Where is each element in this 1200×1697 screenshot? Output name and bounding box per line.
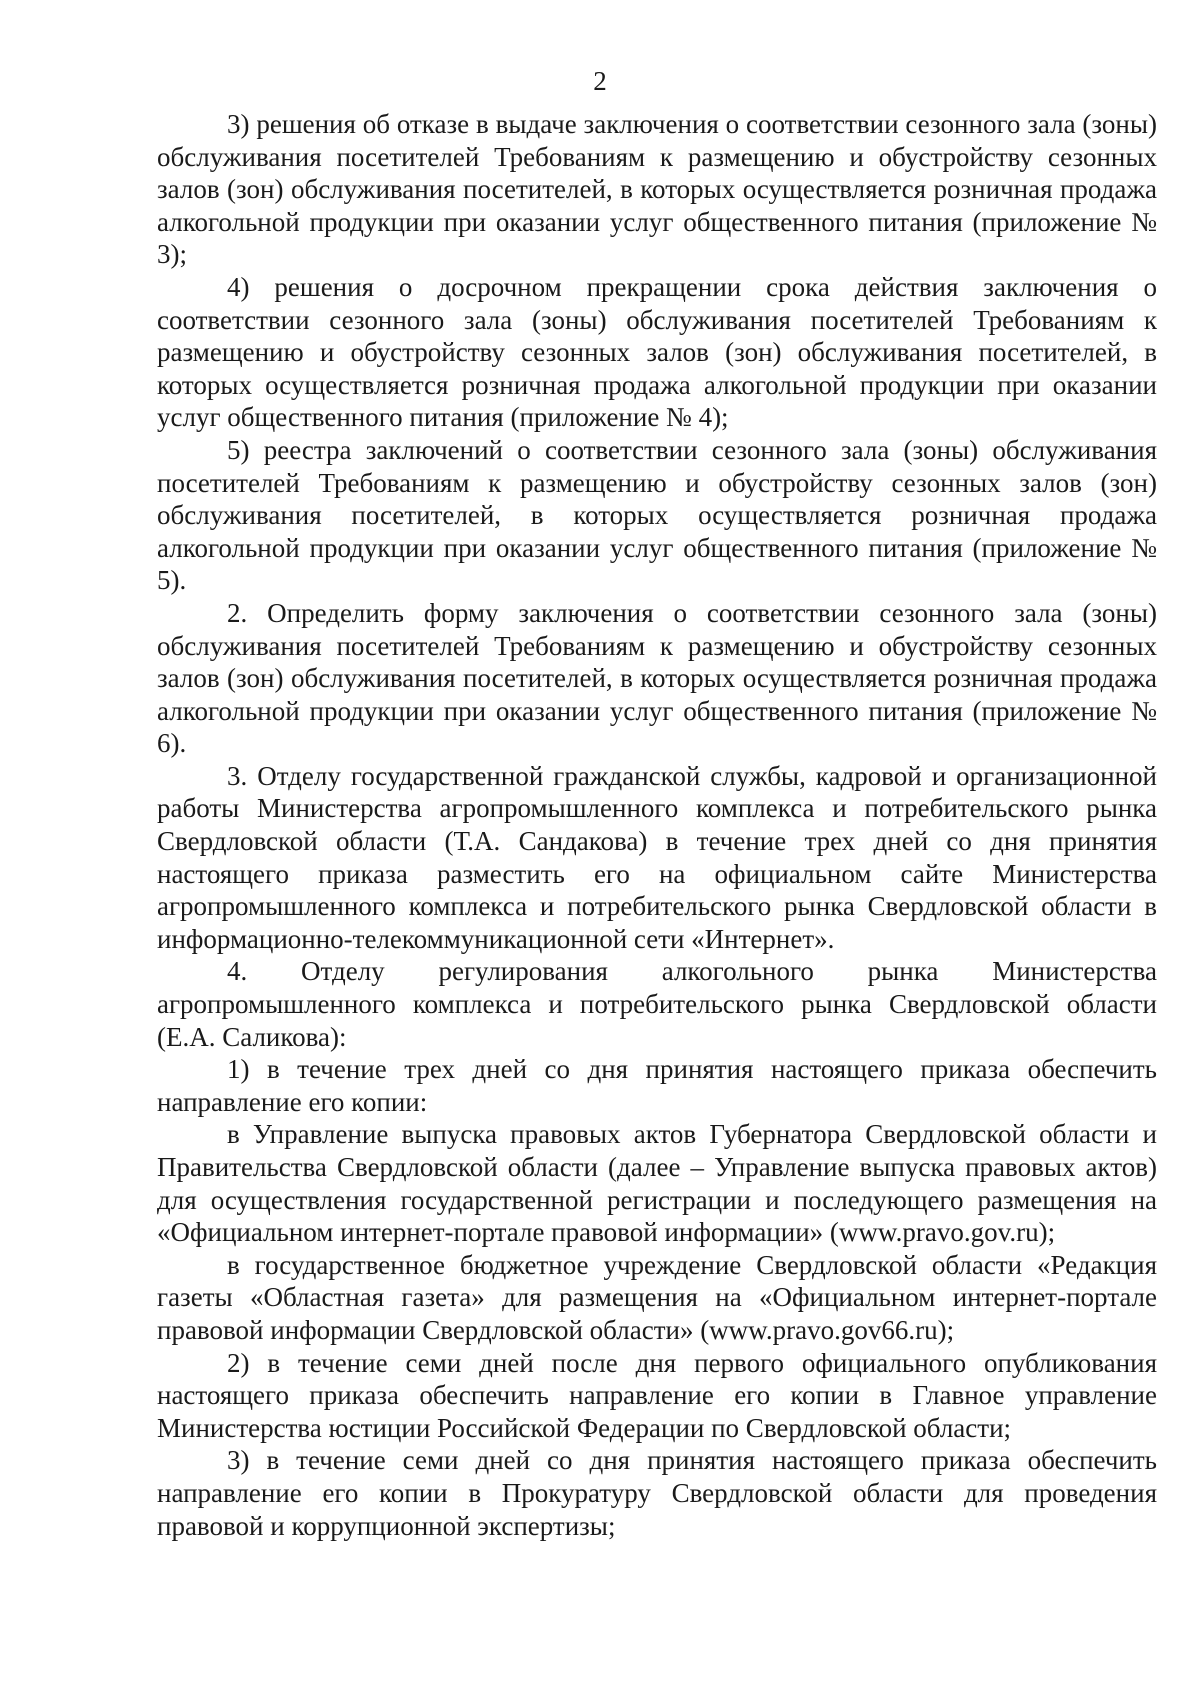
paragraph-clause-2-conclusion-form: 2. Определить форму заключения о соответствии сезонного зала (зоны) обслуживания посетителей Требованиям к размещению и обустройству сезонных залов (зон) обслуживания посетителей, в которых осуществляется розничная продажа алкогольной продукции при оказании услуг общественного питания (приложение № 6).: [157, 597, 1157, 759]
paragraph-clause-3-hr-department: 3. Отделу государственной гражданской службы, кадровой и организационной работы Министерства агропромышленного комплекса и потребительского рынка Свердловской области (Т.А. Сандакова) в течение трех дней со дня принятия настоящего приказа разместить его на официальном сайте Министерства агропромышленного комплекса и потребительского рынка Свердловской области в информационно-телекоммуникационной сети «Интернет».: [157, 760, 1157, 954]
paragraph-subitem-1-send-copies: 1) в течение трех дней со дня принятия настоящего приказа обеспечить направление его копии:: [157, 1054, 1157, 1117]
paragraph-item-3-refusal-decision: 3) решения об отказе в выдаче заключения о соответствии сезонного зала (зоны) обслуживания посетителей Требованиям к размещению и обустройству сезонных залов (зон) обслуживания посетителей, в которых осуществляется розничная продажа алкогольной продукции при оказании услуг общественного питания (приложение № 3);: [157, 109, 1157, 270]
paragraph-item-4-early-termination: 4) решения о досрочном прекращении срока действия заключения о соответствии сезонного зала (зоны) обслуживания посетителей Требованиям к размещению и обустройству сезонных залов (зон) обслуживания посетителей, в которых осуществляется розничная продажа алкогольной продукции при оказании услуг общественного питания (приложение № 4);: [157, 271, 1157, 433]
paragraph-clause-4-alcohol-department: 4. Отделу регулирования алкогольного рынка Министерства агропромышленного комплекса и потребительского рынка Свердловской области (Е.А. Саликова):: [157, 956, 1157, 1052]
paragraph-subitem-2-justice-ministry: 2) в течение семи дней после дня первого официального опубликования настоящего приказа обеспечить направление его копии в Главное управление Министерства юстиции Российской Федерации по Свердловской области;: [157, 1347, 1157, 1443]
paragraph-subitem-3-prosecutor: 3) в течение семи дней со дня принятия настоящего приказа обеспечить направление его копии в Прокуратуру Свердловской области для проведения правовой и коррупционной экспертизы;: [157, 1445, 1157, 1541]
document-body: [157, 108, 1157, 1542]
paragraph-newspaper-editorial: в государственное бюджетное учреждение Свердловской области «Редакция газеты «Областная газета» для размещения на «Официальном интернет-портале правовой информации Свердловской области» (www.pravo.gov66.ru);: [157, 1249, 1157, 1345]
page-number: 2: [593, 66, 607, 96]
paragraph-item-5-registry: 5) реестра заключений о соответствии сезонного зала (зоны) обслуживания посетителей Требованиям к размещению и обустройству сезонных залов (зон) обслуживания посетителей, в которых осуществляется розничная продажа алкогольной продукции при оказании услуг общественного питания (приложение № 5).: [157, 434, 1157, 596]
paragraph-legal-acts-office: в Управление выпуска правовых актов Губернатора Свердловской области и Правительства Свердловской области (далее – Управление выпуска правовых актов) для осуществления государственной регистрации и последующего размещения на «Официальном интернет-портале правовой информации» (www.pravo.gov.ru);: [157, 1119, 1157, 1248]
